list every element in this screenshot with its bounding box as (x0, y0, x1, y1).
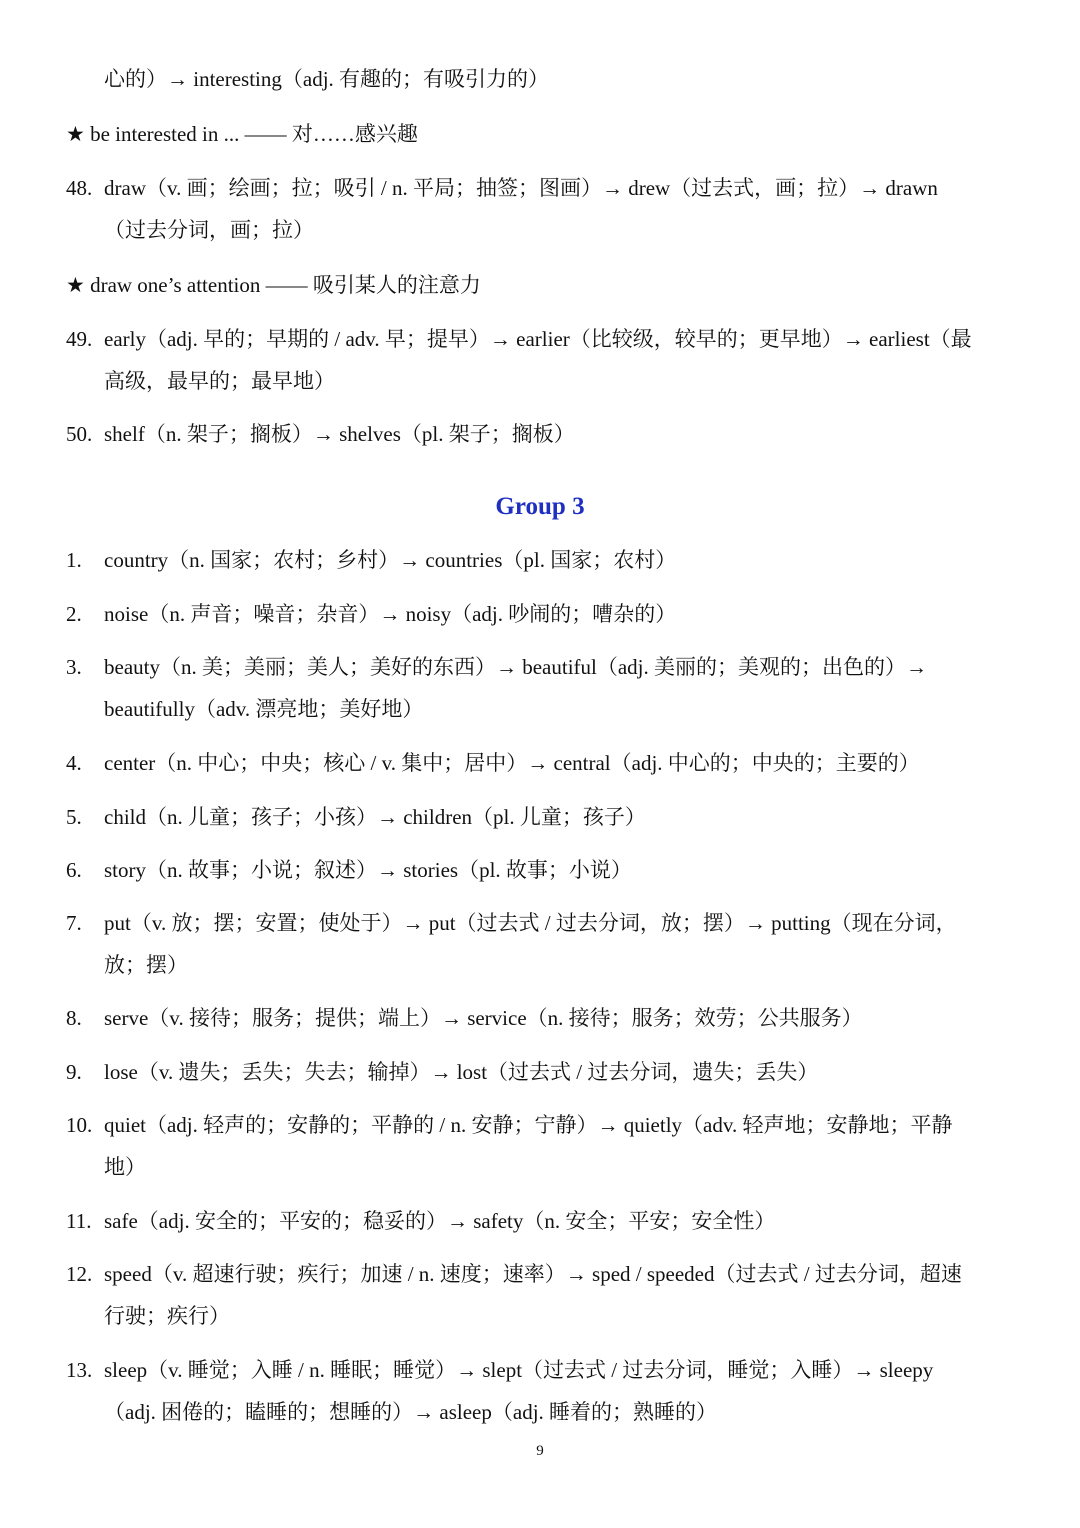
phrase-text: ★ be interested in ... —— 对……感兴趣 (66, 122, 418, 146)
page-number: 9 (536, 1443, 544, 1459)
entry-text: beautifully（adv. 漂亮地；美好地） (104, 697, 424, 721)
entry-text: center（n. 中心；中央；核心 / v. 集中；居中）→ central（adj. 中心的；中央的；主要的） (104, 751, 920, 775)
entry-number: 13. (66, 1358, 93, 1382)
entry-number: 7. (66, 911, 82, 935)
entry-text: early（adj. 早的；早期的 / adv. 早；提早）→ earlier（比较级，较早的；更早地）→ earliest（最 (104, 327, 972, 351)
entry-text: quiet（adj. 轻声的；安静的；平静的 / n. 安静；宁静）→ quietly（adv. 轻声地；安静地；平静 (104, 1113, 953, 1137)
entry-number: 11. (66, 1209, 92, 1233)
entry-text: 放；摆） (104, 953, 188, 977)
entry-number: 2. (66, 602, 82, 626)
entry-text: 高级，最早的；最早地） (104, 369, 335, 393)
entry-text: story（n. 故事；小说；叙述）→ stories（pl. 故事；小说） (104, 858, 632, 882)
entry-number: 3. (66, 655, 82, 679)
entry-text: noise（n. 声音；噪音；杂音）→ noisy（adj. 吵闹的；嘈杂的） (104, 602, 677, 626)
entry-number: 1. (66, 548, 82, 572)
entry-text: （adj. 困倦的；瞌睡的；想睡的）→ asleep（adj. 睡着的；熟睡的） (104, 1400, 718, 1424)
entry-text: serve（v. 接待；服务；提供；端上）→ service（n. 接待；服务；效劳；公共服务） (104, 1006, 863, 1030)
group-heading: Group 3 (495, 493, 585, 520)
entry-number: 48. (66, 176, 93, 200)
entry-number: 50. (66, 422, 93, 446)
entry-text: country（n. 国家；农村；乡村）→ countries（pl. 国家；农村） (104, 548, 677, 572)
entry-number: 8. (66, 1006, 82, 1030)
entry-number: 4. (66, 751, 82, 775)
entry-text: lose（v. 遗失；丢失；失去；输掉）→ lost（过去式 / 过去分词，遗失；丢失） (104, 1060, 819, 1084)
entry-number: 10. (66, 1113, 93, 1137)
entry-text: 地） (104, 1155, 146, 1179)
entry-text: （过去分词，画；拉） (104, 218, 314, 242)
entry-text: sleep（v. 睡觉；入睡 / n. 睡眠；睡觉）→ slept（过去式 / 过去分词，睡觉；入睡）→ sleepy (104, 1358, 934, 1382)
entry-text: safe（adj. 安全的；平安的；稳妥的）→ safety（n. 安全；平安；安全性） (104, 1209, 776, 1233)
entry-text: speed（v. 超速行驶；疾行；加速 / n. 速度；速率）→ sped / speeded（过去式 / 过去分词，超速 (104, 1262, 962, 1286)
entry-number: 6. (66, 858, 82, 882)
entry-number: 12. (66, 1262, 93, 1286)
entry-number: 5. (66, 805, 82, 829)
entry-text: put（v. 放；摆；安置；使处于）→ put（过去式 / 过去分词，放；摆）→ putting（现在分词， (104, 911, 957, 935)
entry-text: 行驶；疾行） (104, 1304, 230, 1328)
entry-number: 49. (66, 327, 93, 351)
entry-text: child（n. 儿童；孩子；小孩）→ children（pl. 儿童；孩子） (104, 805, 646, 829)
phrase-text: ★ draw one’s attention —— 吸引某人的注意力 (66, 273, 481, 297)
entry-text: beauty（n. 美；美丽；美人；美好的东西）→ beautiful（adj. 美丽的；美观的；出色的）→ (104, 655, 928, 679)
entry-number: 9. (66, 1060, 82, 1084)
entry-text: draw（v. 画；绘画；拉；吸引 / n. 平局；抽签；图画）→ drew（过去式，画；拉）→ drawn (104, 176, 938, 200)
entry-text: 心的）→ interesting（adj. 有趣的；有吸引力的） (104, 67, 550, 91)
entry-text: shelf（n. 架子；搁板）→ shelves（pl. 架子；搁板） (104, 422, 575, 446)
